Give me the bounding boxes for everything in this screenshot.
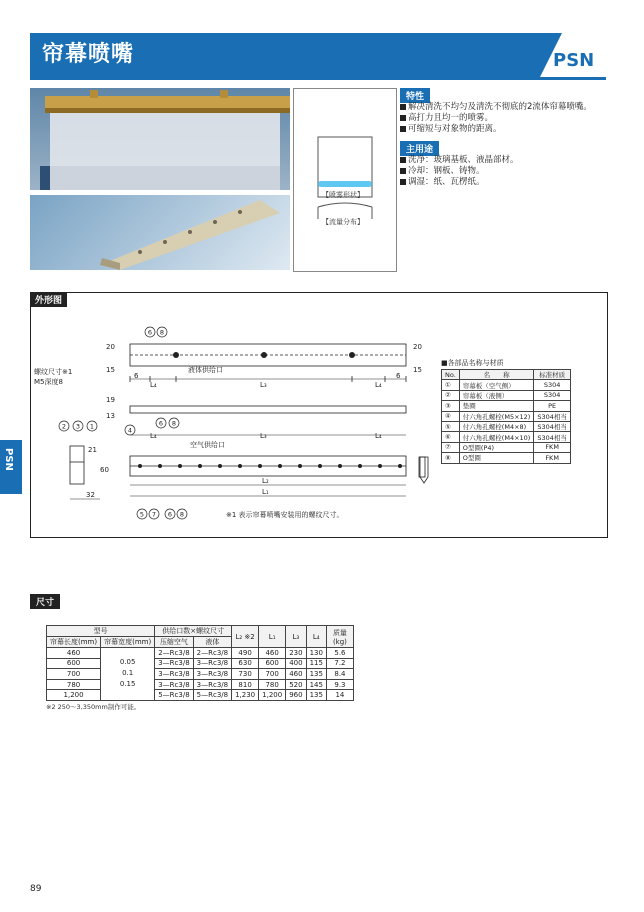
flow-distribution-label: 【流量分布】 [322,218,364,226]
dim-60: 60 [100,466,109,474]
dim-l2: L₂ [262,477,269,485]
callout-1: 1 [89,422,95,431]
callout-6b: 6 [158,419,164,428]
dim-l3: L₃ [260,381,267,389]
table-row: ④ 付六角孔螺栓(M5×12) S304相当 [442,411,571,421]
table-row: 1,200 5—Rc3/8 5—Rc3/8 1,230 1,200 960 135 14 [47,690,354,701]
width-values: 0.05 0.1 0.15 [101,648,155,701]
side-tab-label: PSN [3,448,14,471]
dim-19: 19 [106,396,115,404]
callout-8: 8 [159,328,165,337]
parts-col-material: 标准材质 [534,370,571,380]
use-item: 洗净：玻璃基板、液晶部材。 [400,155,519,166]
end-cap-sketch [418,455,430,485]
features-title: 特性 [400,88,430,103]
spray-diagram-box [293,88,397,272]
dim-l4-right-b: L₄ [375,432,382,440]
table-row: 460 0.05 0.1 0.15 2—Rc3/8 2—Rc3/8 490 460 230 130 5.6 [47,648,354,659]
liquid-inlet-label: 液体供给口 [188,366,223,374]
table-row: ③ 垫圈 PE [442,401,571,411]
dim-l4-left-b: L₄ [150,432,157,440]
parts-col-no: No. [442,370,460,380]
table-row: ⑦ O型圈(P4) FKM [442,442,571,452]
uses-title: 主用途 [400,141,439,156]
col-mass: 质量 (kg) [326,626,353,648]
dim-l4-left: L₄ [150,381,157,389]
callout-8c: 8 [179,510,185,519]
dimensions-table [46,625,354,701]
dim-15-top: 15 [106,366,115,374]
dim-6-right: 6 [396,372,401,380]
dim-13: 13 [106,412,115,420]
table-row: ⑥ 付六角孔螺栓(M4×10) S304相当 [442,432,571,442]
dim-l1: L₁ [262,488,269,496]
col-length: 帘幕长度(mm) [47,637,101,648]
features-list [400,102,592,135]
callout-6: 6 [147,328,153,337]
m5-label: M5深度8 [34,378,63,386]
col-l1: L₁ [259,626,286,648]
callout-7: 7 [151,510,157,519]
parts-header-row [442,370,571,380]
callout-3: 3 [75,422,81,431]
col-supply: 供给口数×螺纹尺寸 [155,626,232,637]
product-photo-spray [30,88,290,190]
product-photo-nozzle [30,195,290,270]
table-row: ② 帘幕板（液侧） S304 [442,390,571,400]
dim-l3-b: L₃ [260,432,267,440]
feature-item: 解决清洗不均匀及清洗不彻底的2流体帘幕喷嘴。 [400,102,592,113]
header-rule [30,77,606,80]
table-row: ⑤ 付六角孔螺栓(M4×8) S304相当 [442,421,571,431]
page-number: 89 [30,884,42,894]
air-inlet-label: 空气供给口 [190,441,225,449]
thread-label: 螺纹尺寸※1 [34,368,73,376]
use-item: 冷却：钢板、铸物。 [400,166,519,177]
callout-4: 4 [127,426,133,435]
use-item: 调湿：纸、瓦楞纸。 [400,177,519,188]
callout-8b: 8 [171,419,177,428]
table-row: 600 3—Rc3/8 3—Rc3/8 630 600 400 115 7.2 [47,658,354,669]
table-row: 700 3—Rc3/8 3—Rc3/8 730 700 460 135 8.4 [47,669,354,680]
col-width: 帘幕宽度(mm) [101,637,155,648]
dim-20-top: 20 [106,343,115,351]
dim-21: 21 [88,446,97,454]
spray-shape-label: 【喷雾形状】 [322,191,364,199]
dimensions-note: ※2 250～3,350mm制作可能。 [46,703,141,711]
dim-20-right: 20 [413,343,422,351]
col-l3: L₃ [286,626,306,648]
feature-item: 可缩短与对象物的距离。 [400,124,592,135]
feature-item: 高打力且均一的喷雾。 [400,113,592,124]
outline-drawing-title: 外形图 [30,292,67,307]
dimensions-title: 尺寸 [30,594,60,609]
uses-list [400,155,519,188]
callout-6c: 6 [167,510,173,519]
table-row: 780 3—Rc3/8 3—Rc3/8 810 780 520 145 9.3 [47,679,354,690]
col-liquid: 液体 [193,637,231,648]
dim-15-right: 15 [413,366,422,374]
parts-table [441,369,571,464]
dims-header-row-1 [47,626,354,637]
col-air: 压缩空气 [155,637,193,648]
parts-col-name: 名 称 [459,370,534,380]
col-model: 型号 [47,626,155,637]
table-row: ① 帘幕板（空气侧） S304 [442,380,571,390]
page-title: 帘幕喷嘴 [42,42,135,67]
col-l2: L₂ ※2 [232,626,259,648]
table-row: ⑧ O型圈 FKM [442,453,571,463]
dim-32: 32 [86,491,95,499]
product-code: PSN [553,50,595,71]
callout-5: 5 [139,510,145,519]
col-l4: L₄ [306,626,326,648]
dim-6-left: 6 [134,372,139,380]
callout-2: 2 [61,422,67,431]
thread-note: ※1 表示帘幕喷嘴安装用的螺纹尺寸。 [226,511,344,519]
parts-table-title: ■各部品名称与材质 [441,359,504,367]
dim-l4-right: L₄ [375,381,382,389]
